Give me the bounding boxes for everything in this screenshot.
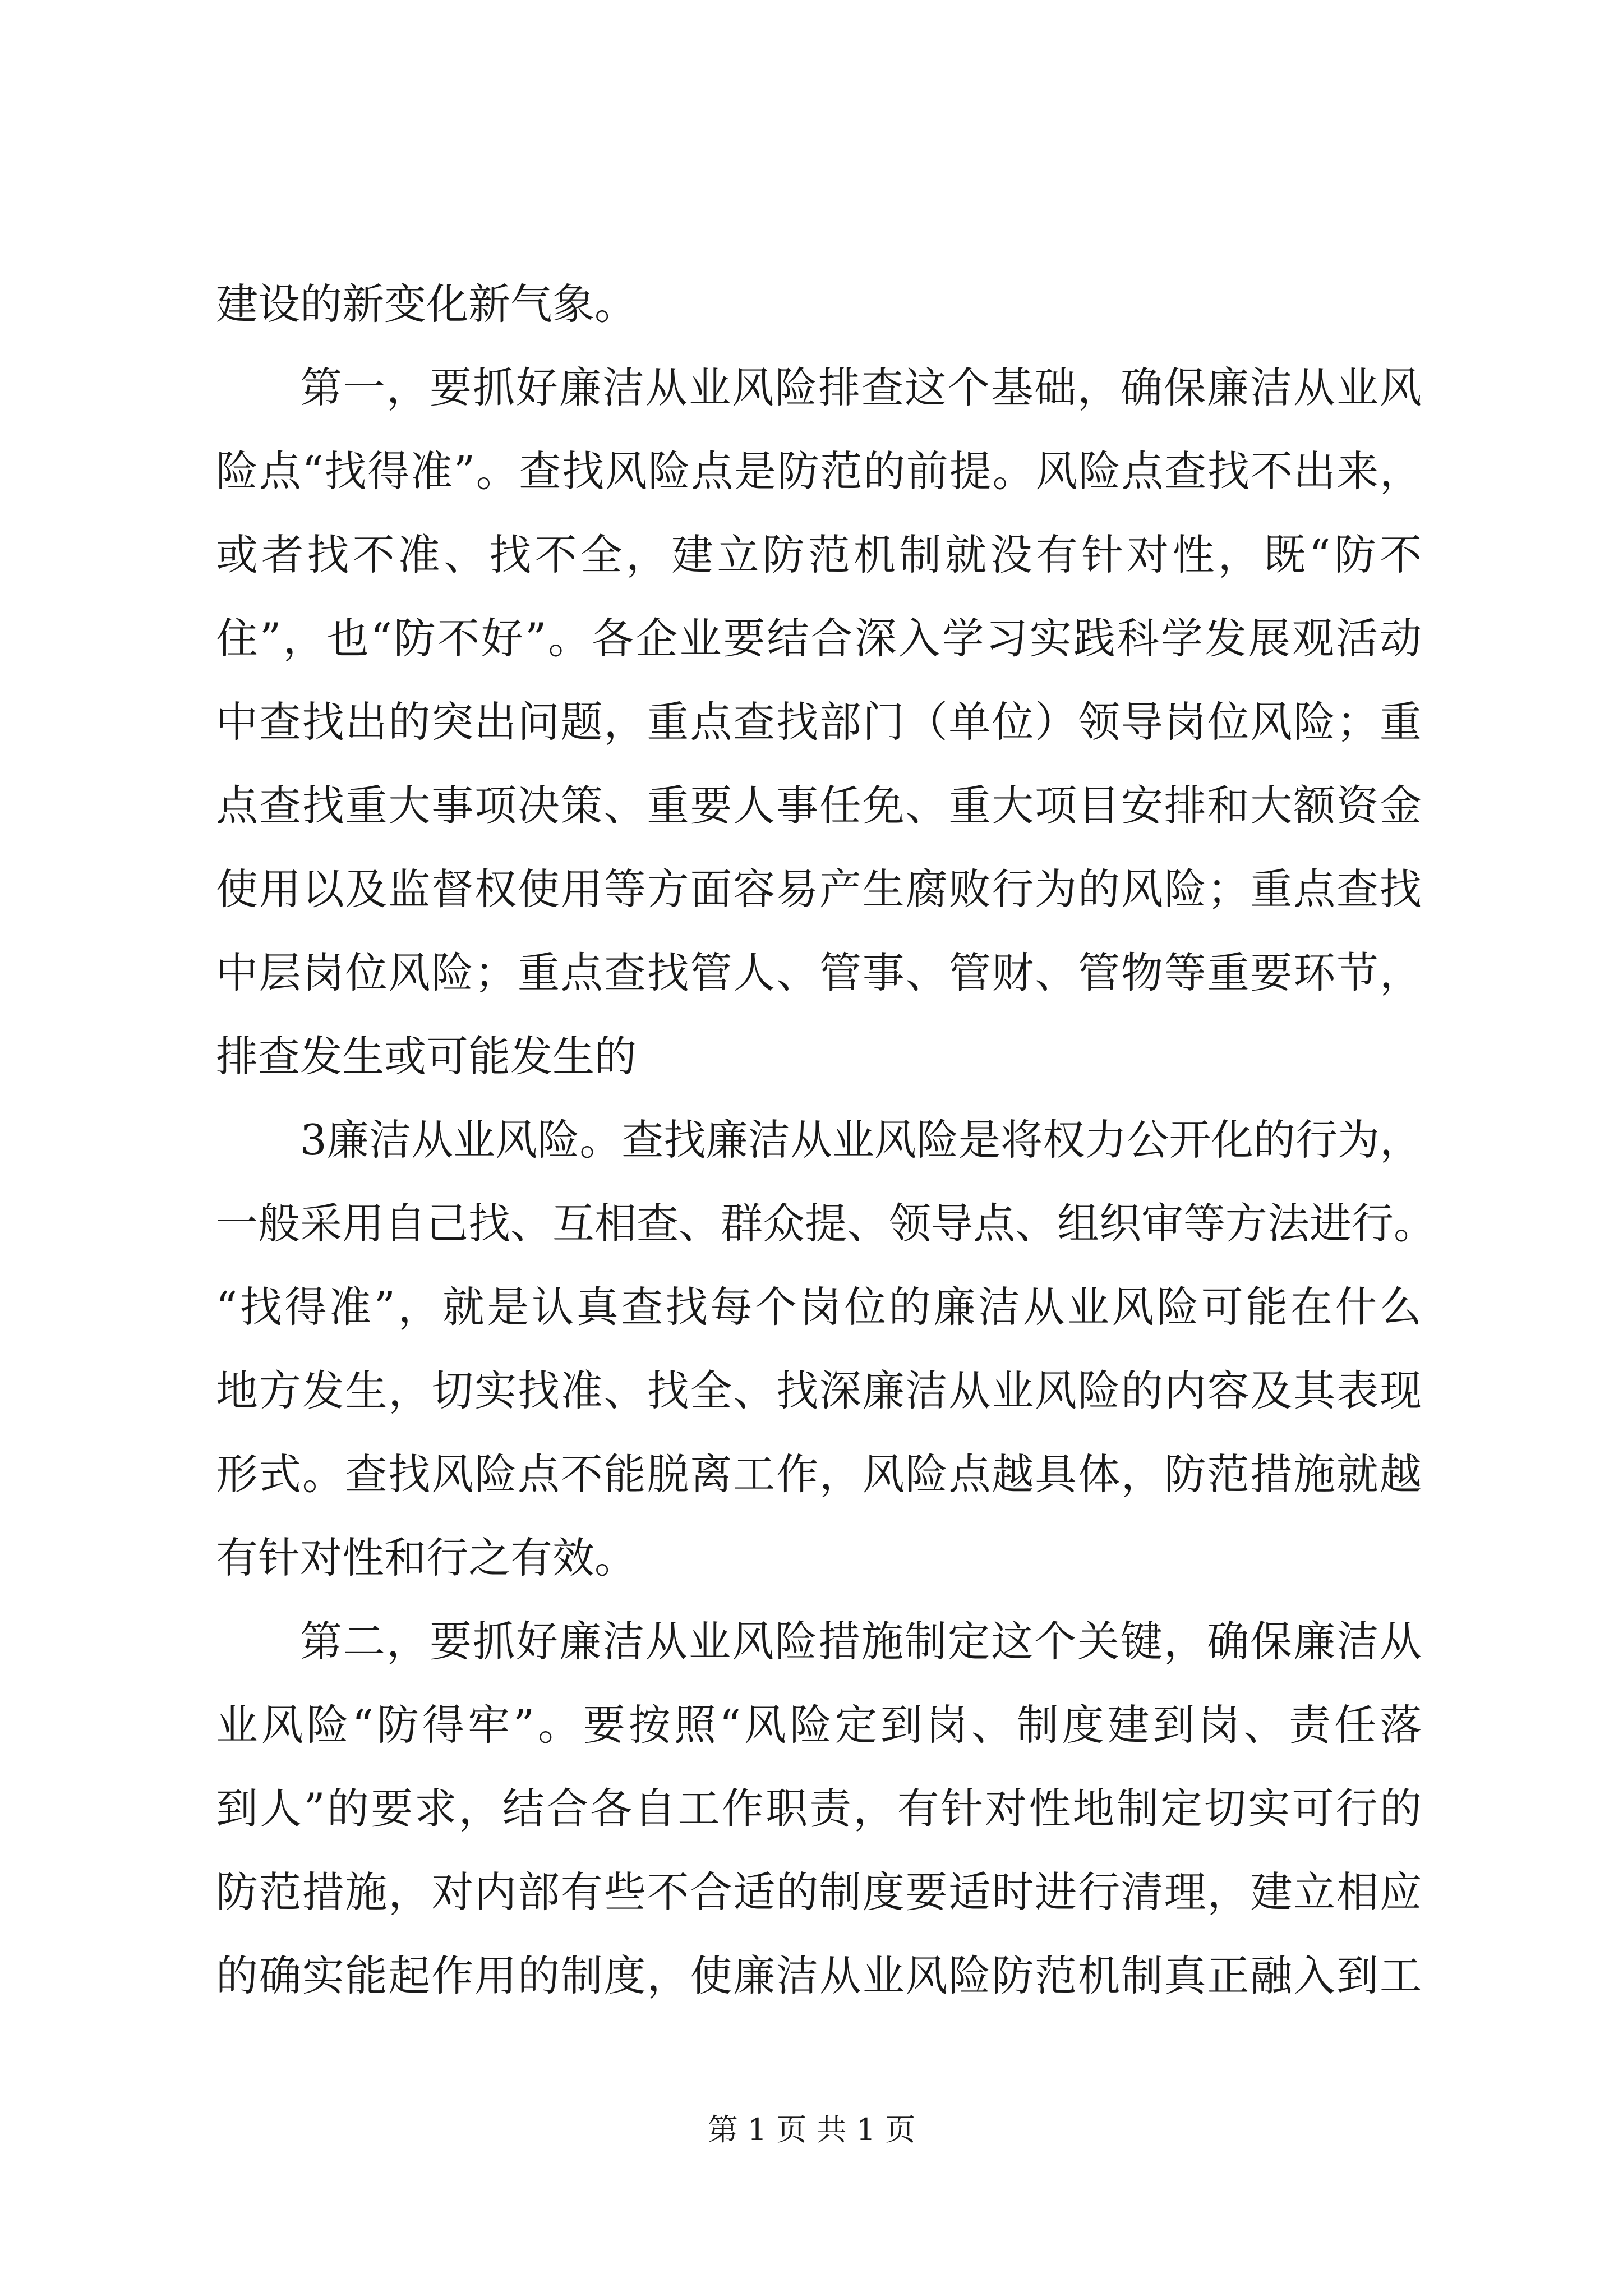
text-line: 业风险“防得牢”。要按照“风险定到岗、制度建到岗、责任落 bbox=[216, 1700, 1422, 1750]
text-line: 或者找不准、找不全，建立防范机制就没有针对性，既“防不 bbox=[216, 530, 1422, 579]
text-line: 点查找重大事项决策、重要人事任免、重大项目安排和大额资金 bbox=[216, 781, 1422, 830]
text-line: 形式。查找风险点不能脱离工作，风险点越具体，防范措施就越 bbox=[216, 1450, 1422, 1499]
text-line: 建设的新变化新气象。 bbox=[216, 279, 637, 329]
text-line: 中层岗位风险；重点查找管人、管事、管财、管物等重要环节， bbox=[216, 948, 1422, 997]
text-line: 有针对性和行之有效。 bbox=[216, 1533, 637, 1582]
text-line: 住”，也“防不好”。各企业要结合深入学习实践科学发展观活动 bbox=[216, 614, 1422, 663]
text-line: 防范措施，对内部有些不合适的制度要适时进行清理，建立相应 bbox=[216, 1867, 1422, 1917]
text-line: 的确实能起作用的制度，使廉洁从业风险防范机制真正融入到工 bbox=[216, 1951, 1422, 2000]
text-line: 地方发生，切实找准、找全、找深廉洁从业风险的内容及其表现 bbox=[216, 1366, 1422, 1415]
text-line: 第二，要抓好廉洁从业风险措施制定这个关键，确保廉洁从 bbox=[300, 1617, 1422, 1666]
text-line: 第一，要抓好廉洁从业风险排查这个基础，确保廉洁从业风 bbox=[300, 363, 1422, 412]
text-line: 中查找出的突出问题，重点查找部门（单位）领导岗位风险；重 bbox=[216, 697, 1422, 747]
text-line: 一般采用自己找、互相查、群众提、领导点、组织审等方法进行。 bbox=[216, 1199, 1436, 1248]
text-line: 使用以及监督权使用等方面容易产生腐败行为的风险；重点查找 bbox=[216, 864, 1422, 914]
text-line: 险点“找得准”。查找风险点是防范的前提。风险点查找不出来， bbox=[216, 447, 1422, 496]
text-line: 排查发生或可能发生的 bbox=[216, 1032, 637, 1081]
text-line: 到人”的要求，结合各自工作职责，有针对性地制定切实可行的 bbox=[216, 1784, 1422, 1833]
page-number-footer: 第 1 页 共 1 页 bbox=[707, 2112, 916, 2147]
document-body bbox=[216, 263, 1436, 2018]
text-line: “找得准”，就是认真查找每个岗位的廉洁从业风险可能在什么 bbox=[216, 1282, 1422, 1332]
text-line: 3廉洁从业风险。查找廉洁从业风险是将权力公开化的行为， bbox=[300, 1115, 1422, 1165]
